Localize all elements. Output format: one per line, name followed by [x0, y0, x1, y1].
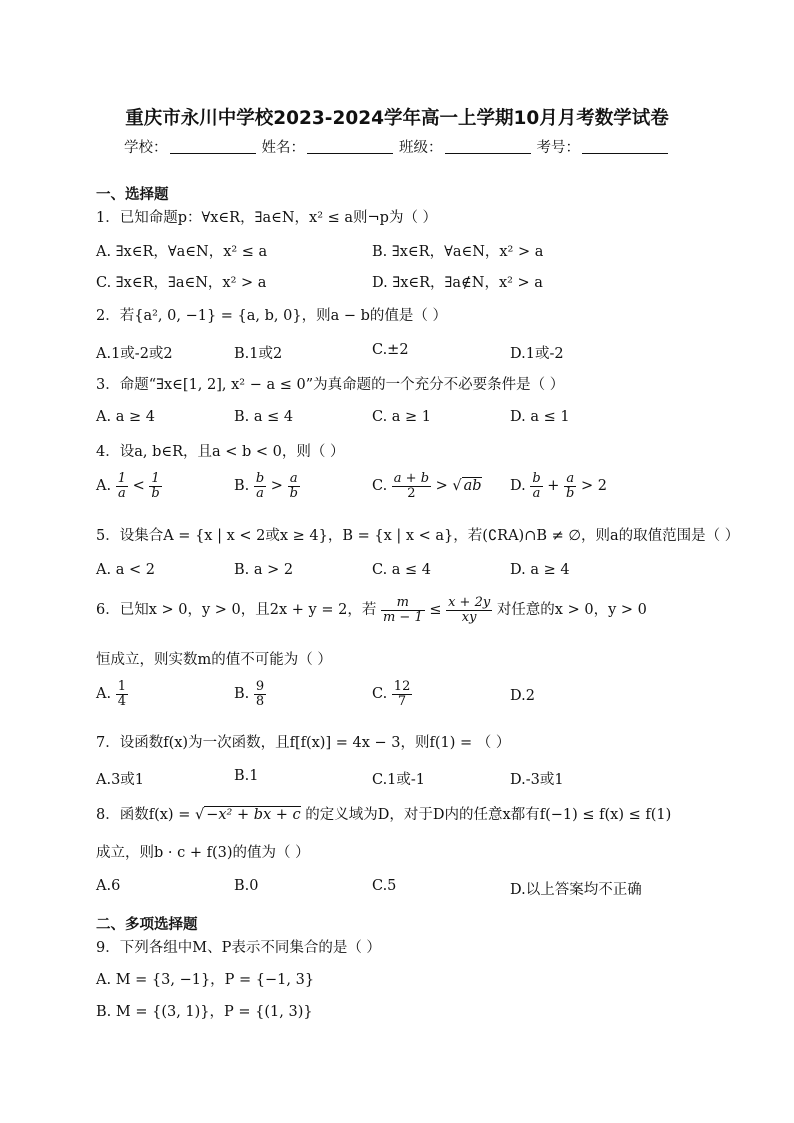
question-4-option-a: A. $\frac{1}{a}$ < $\frac{1}{b}$	[96, 471, 160, 501]
question-9-option-b: B. M = {(3, 1)}，P = {(1, 3)}	[96, 1004, 313, 1020]
question-8-option-a: A.6	[96, 878, 121, 894]
option-label: C.	[372, 686, 388, 703]
question-6-stem-part3: 恒成立，则实数m的值不可能为（ ）	[96, 652, 332, 668]
class-label: 班级：	[399, 140, 443, 156]
question-5-option-d: D. a ≥ 4	[510, 562, 570, 578]
question-3-option-c: C. a ≥ 1	[372, 409, 432, 425]
question-3-option-a: A. a ≥ 4	[96, 409, 155, 425]
fraction: $\frac{a}{b}$	[566, 471, 575, 501]
fraction: $\frac{m}{m - 1}$	[382, 595, 423, 625]
question-2-option-b: B.1或2	[234, 346, 283, 362]
question-7-option-d: D.-3或1	[510, 772, 564, 788]
question-7-option-b: B.1	[234, 768, 259, 784]
question-9-option-a: A. M = {3, −1}，P = {−1, 3}	[96, 972, 315, 988]
question-8-stem-part2: 的定义域为D，对于D内的任意x都有f(−1) ≤ f(x) ≤ f(1)	[305, 807, 672, 823]
question-6-stem-part1: 6．已知x > 0，y > 0，且2x + y = 2，若	[96, 602, 377, 619]
radicand: −x² + bx + c	[206, 807, 301, 823]
question-5-option-b: B. a > 2	[234, 562, 294, 578]
option-label: D.	[510, 478, 526, 495]
question-4-option-d: D. $\frac{b}{a}$ + $\frac{a}{b}$ > 2	[510, 471, 607, 501]
name-blank[interactable]	[307, 153, 393, 154]
question-8-option-b: B.0	[234, 878, 259, 894]
question-8-option-d: D.以上答案均不正确	[510, 882, 642, 898]
fraction: $\frac{9}{8}$	[255, 679, 265, 709]
fraction: $\frac{x + 2y}{xy}$	[448, 595, 491, 625]
question-6-option-d: D.2	[510, 688, 535, 704]
question-6-stem-part2: 对任意的x > 0，y > 0	[496, 602, 647, 619]
section-heading-multiple-choice: 二、多项选择题	[96, 917, 198, 933]
option-label: A.	[96, 478, 112, 495]
question-3-option-d: D. a ≤ 1	[510, 409, 570, 425]
option-label: B.	[234, 478, 250, 495]
exam-number-blank[interactable]	[582, 153, 668, 154]
name-label: 姓名：	[261, 140, 305, 156]
question-4-option-b: B. $\frac{b}{a}$ > $\frac{a}{b}$	[234, 471, 298, 501]
question-6-option-b	[234, 680, 266, 708]
question-6-stem: 6．已知x > 0，y > 0，且2x + y = 2，若 $\frac{m}{m - 1}$ ≤ $\frac{x + 2y}{xy}$ 对任意的x > 0，y > 0	[96, 595, 647, 625]
question-1-option-d: D. ∃x∈R，∃a∉N，x² > a	[372, 275, 543, 291]
fraction: $\frac{b}{a}$	[255, 471, 265, 501]
question-5-stem: 5．设集合A = {x | x < 2或x ≥ 4}，B = {x | x < a}，若(∁RA)∩B ≠ ∅，则a的取值范围是（ ）	[96, 528, 740, 544]
exam-number-label: 考号：	[536, 140, 580, 156]
question-7-stem: 7．设函数f(x)为一次函数，且f[f(x)] = 4x − 3，则f(1) = （ ）	[96, 735, 511, 751]
question-7-option-c: C.1或-1	[372, 772, 426, 788]
fraction: $\frac{a}{b}$	[289, 471, 298, 501]
exam-title: 重庆市永川中学校2023-2024学年高一上学期10月月考数学试卷	[125, 108, 669, 129]
question-5-option-c: C. a ≤ 4	[372, 562, 432, 578]
question-1-option-b: B. ∃x∈R，∀a∈N，x² > a	[372, 244, 544, 260]
fraction: $\frac{a + b}{2}$	[393, 471, 430, 501]
fraction: $\frac{12}{7}$	[393, 679, 411, 709]
option-label: B.	[234, 686, 250, 703]
question-1-option-a: A. ∃x∈R，∀a∈N，x² ≤ a	[96, 244, 268, 260]
question-4-stem: 4．设a, b∈R，且a < b < 0，则（ ）	[96, 444, 345, 460]
question-3-option-b: B. a ≤ 4	[234, 409, 294, 425]
fraction: $\frac{1}{a}$	[117, 471, 126, 501]
question-2-stem: 2．若{a², 0, −1} = {a, b, 0}，则a − b的值是（ ）	[96, 308, 447, 324]
question-7-option-a: A.3或1	[96, 772, 145, 788]
question-8-stem: 8．函数f(x) = √ −x² + bx + c 的定义域为D，对于D内的任意x都有f(−1) ≤ f(x) ≤ f(1)	[96, 807, 672, 823]
question-1-option-c: C. ∃x∈R，∃a∈N，x² > a	[96, 275, 267, 291]
section-heading-choice: 一、选择题	[96, 187, 169, 203]
question-9-stem: 9．下列各组中M、P表示不同集合的是（ ）	[96, 940, 381, 956]
question-8-stem-part3: 成立，则b · c + f(3)的值为（ ）	[96, 845, 310, 861]
option-label: A.	[96, 686, 112, 703]
student-info-line	[124, 136, 674, 157]
question-5-option-a: A. a < 2	[96, 562, 155, 578]
class-blank[interactable]	[445, 153, 531, 154]
question-1-stem: 1．已知命题p：∀x∈R，∃a∈N，x² ≤ a则¬p为（ ）	[96, 210, 438, 226]
fraction: $\frac{b}{a}$	[532, 471, 541, 501]
question-8-option-c: C.5	[372, 878, 397, 894]
fraction: $\frac{1}{b}$	[151, 471, 160, 501]
question-6-option-a	[96, 680, 128, 708]
question-4-option-c: C. $\frac{a + b}{2}$ > √ ab	[372, 471, 482, 501]
question-6-option-c	[372, 680, 412, 708]
question-3-stem: 3．命题“∃x∈[1, 2], x² − a ≤ 0”为真命题的一个充分不必要条件是（ ）	[96, 377, 565, 393]
question-2-option-a: A.1或-2或2	[96, 346, 173, 362]
fraction: $\frac{1}{4}$	[117, 679, 126, 709]
question-2-option-d: D.1或-2	[510, 346, 564, 362]
school-blank[interactable]	[170, 153, 256, 154]
school-label: 学校：	[124, 140, 168, 156]
question-2-option-c: C.±2	[372, 342, 409, 358]
question-8-stem-part1: 8．函数f(x) =	[96, 807, 191, 823]
option-label: C.	[372, 478, 388, 495]
